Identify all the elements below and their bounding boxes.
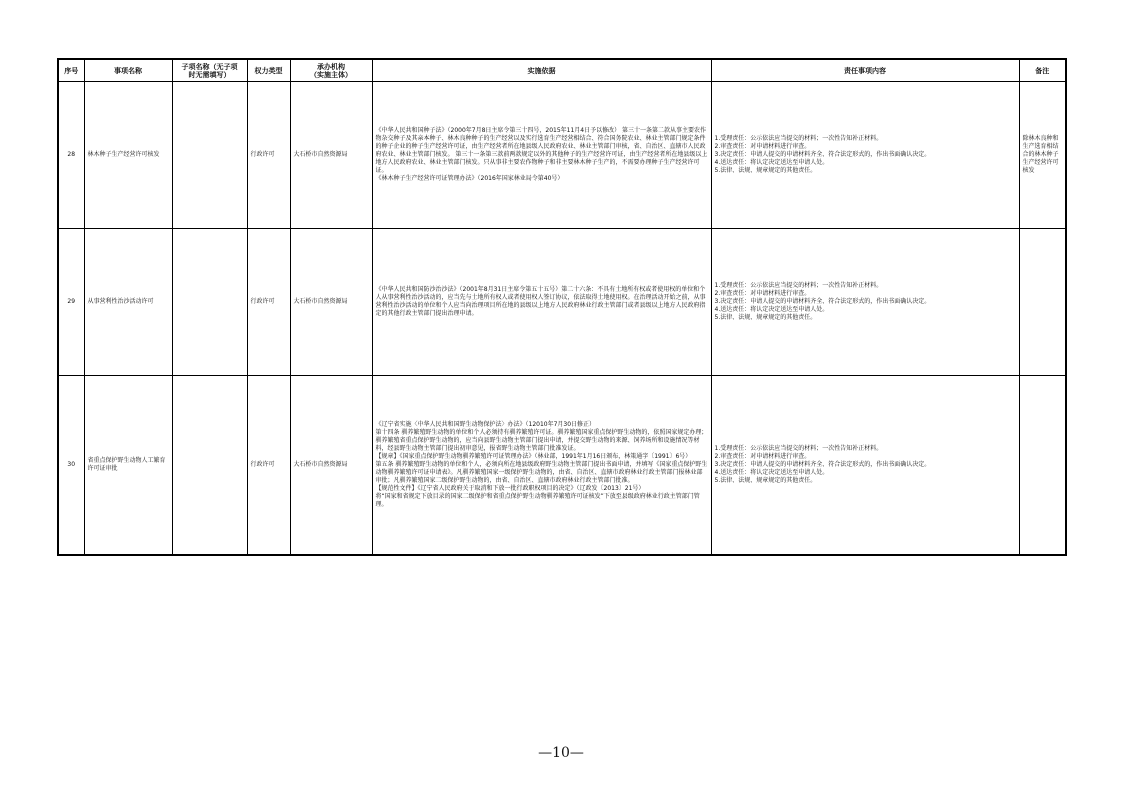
header-resp: 责任事项内容 — [711, 59, 1019, 82]
power-type: 行政许可 — [247, 82, 290, 229]
row-number: 28 — [58, 82, 84, 229]
responsibility-line: 2.审查责任：对申请材料进行审查。 — [714, 143, 811, 150]
responsibility-line: 5.法律、法规、规章规定的其他责任。 — [714, 314, 817, 321]
table-row — [58, 229, 1066, 376]
page-number: —10— — [538, 745, 584, 761]
header-org-line: 承办机构 — [317, 62, 345, 71]
legal-basis — [372, 376, 711, 556]
responsibility-line: 4.送达责任：将认定决定送达至申请人处。 — [714, 469, 829, 476]
table-row — [58, 376, 1066, 556]
header-note: 备注 — [1019, 59, 1066, 82]
responsibility-line: 1.受理责任：公示依法应当提交的材料；一次性告知补正材料。 — [714, 445, 883, 452]
basis-paragraph: 将“国家和省规定下放目录的国家二级保护和省重点保护野生动物驯养繁殖许可证核发”下放至县级政府林业行政主管部门管理。 — [375, 493, 700, 508]
remark: 除林木良种和生产选育相结合的林木种子生产经营许可核发 — [1019, 82, 1066, 229]
basis-paragraph: 第十四条 驯养繁殖野生动物的单位和个人必须持有驯养繁殖许可证。驯养繁殖国家重点保护野生动物的，依照国家规定办理；驯养繁殖省重点保护野生动物的，应当向县野生动物主管部门提出申请，并提交野生动物的来源、饲养场所和设施情况等材料，经县野生动物主管部门提出初审意见，报省野生动物主管部门批准发证。 — [375, 429, 708, 452]
remark — [1019, 376, 1066, 556]
basis-paragraph: 《中华人民共和国防沙治沙法》（2001年8月31日主席令第五十五号）第二十六条：不具有土地所有权或者使用权的单位和个人从事营利性治沙活动的，应当先与土地所有权人或者使用权人签订协议，依法取得土地使用权。在治理活动开始之前，从事营利性治沙活动的单位和个人应当向治理项目所在地的县级以上地方人民政府林业行政主管部门或者县级以上地方人民政府指定的其他行政主管部门提出治理申请。 — [375, 286, 706, 317]
responsibility-line: 3.决定责任：申请人提交的申请材料齐全、符合法定形式的，作出书面确认决定。 — [714, 151, 931, 158]
remark — [1019, 229, 1066, 376]
item-name: 从事营利性治沙活动许可 — [84, 229, 172, 376]
sub-item-name — [172, 376, 247, 556]
basis-paragraph: 《辽宁省实施〈中华人民共和国野生动物保护法〉办法》（12010年7月30日修正） — [375, 421, 596, 428]
handling-organization: 大石桥市自然资源局 — [290, 376, 372, 556]
responsibility-items — [711, 376, 1019, 556]
power-type: 行政许可 — [247, 376, 290, 556]
header-basis: 实施依据 — [372, 59, 711, 82]
header-org — [290, 59, 372, 82]
responsibility-line: 2.审查责任：对申请材料进行审查。 — [714, 453, 811, 460]
item-name: 林木种子生产经营许可核发 — [84, 82, 172, 229]
header-sub-line: 子项名称（无子项 — [181, 62, 238, 71]
responsibility-line: 3.决定责任：申请人提交的申请材料齐全、符合法定形式的，作出书面确认决定。 — [714, 298, 931, 305]
responsibility-line: 4.送达责任：将认定决定送达至申请人处。 — [714, 159, 829, 166]
header-org-line: （实施主体） — [310, 70, 352, 79]
power-type: 行政许可 — [247, 229, 290, 376]
row-number: 29 — [58, 229, 84, 376]
responsibility-items — [711, 229, 1019, 376]
header-row — [58, 59, 1066, 82]
responsibility-line: 5.法律、法规、规章规定的其他责任。 — [714, 477, 817, 484]
header-sub — [172, 59, 247, 82]
item-name: 省重点保护野生动物人工繁育许可证审批 — [84, 376, 172, 556]
sub-item-name — [172, 82, 247, 229]
header-type: 权力类型 — [247, 59, 290, 82]
header-name: 事项名称 — [84, 59, 172, 82]
table-row — [58, 82, 1066, 229]
responsibility-line: 3.决定责任：申请人提交的申请材料齐全、符合法定形式的，作出书面确认决定。 — [714, 461, 931, 468]
legal-basis — [372, 82, 711, 229]
sub-item-name — [172, 229, 247, 376]
handling-organization: 大石桥市自然资源局 — [290, 82, 372, 229]
row-number: 30 — [58, 376, 84, 556]
responsibility-items — [711, 82, 1019, 229]
basis-paragraph: 《林木种子生产经营许可证管理办法》（2016年国家林业局令第40号） — [375, 175, 564, 182]
responsibility-line: 2.审查责任：对申请材料进行审查。 — [714, 290, 811, 297]
power-list-table — [57, 58, 1067, 556]
responsibility-line: 4.送达责任：将认定决定送达至申请人处。 — [714, 306, 829, 313]
responsibility-line: 5.法律、法规、规章规定的其他责任。 — [714, 167, 817, 174]
responsibility-line: 1.受理责任：公示依法应当提交的材料；一次性告知补正材料。 — [714, 135, 883, 142]
handling-organization: 大石桥市自然资源局 — [290, 229, 372, 376]
basis-paragraph: 【规范性文件】《辽宁省人民政府关于取消和下放一批行政职权项目的决定》（辽政发〔2013〕21号） — [375, 485, 645, 492]
legal-basis — [372, 229, 711, 376]
basis-paragraph: 《中华人民共和国种子法》（2000年7月8日主席令第三十四号，2015年11月4日予以修改） 第三十一条第二款从事主要农作物杂交种子及其亲本种子、林木良种种子的生产经营以及实行选育生产经营相结合、符合国务院农业、林业主管部门规定条件的种子企业的种子生产经营许可证，由生产经营者所在地县级人民政府农业、林业主管部门审核，省、自治区、直辖市人民政府农业、林业主管部门核发。 第三十一条第三款前两款规定以外的其他种子的生产经营许可证，由生产经营者所在地县级以上地方人民政府农业、林业主管部门核发。只从事非主要农作物种子和非主要林木种子生产的，不需要办理种子生产经营许可证。 — [375, 127, 708, 174]
header-no: 序号 — [58, 59, 84, 82]
basis-paragraph: 【规章】《国家重点保护野生动物驯养繁殖许可证管理办法》（林业部，1991年1月16日颁布，林策通字〔1991〕6号） — [375, 453, 692, 460]
responsibility-line: 1.受理责任：公示依法应当提交的材料；一次性告知补正材料。 — [714, 282, 883, 289]
header-sub-line: 时无需填写） — [188, 70, 231, 79]
basis-paragraph: 第五条 驯养繁殖野生动物的单位和个人，必须向所在地县级政府野生动物主管部门提出书面申请，并填写《国家重点保护野生动物驯养繁殖许可证申请表》。凡驯养繁殖国家一级保护野生动物的，由省、自治区、直辖市政府林业行政主管部门报林业部审批；凡驯养繁殖国家二级保护野生动物的，由省、自治区、直辖市政府林业行政主管部门批准。 — [375, 461, 708, 484]
